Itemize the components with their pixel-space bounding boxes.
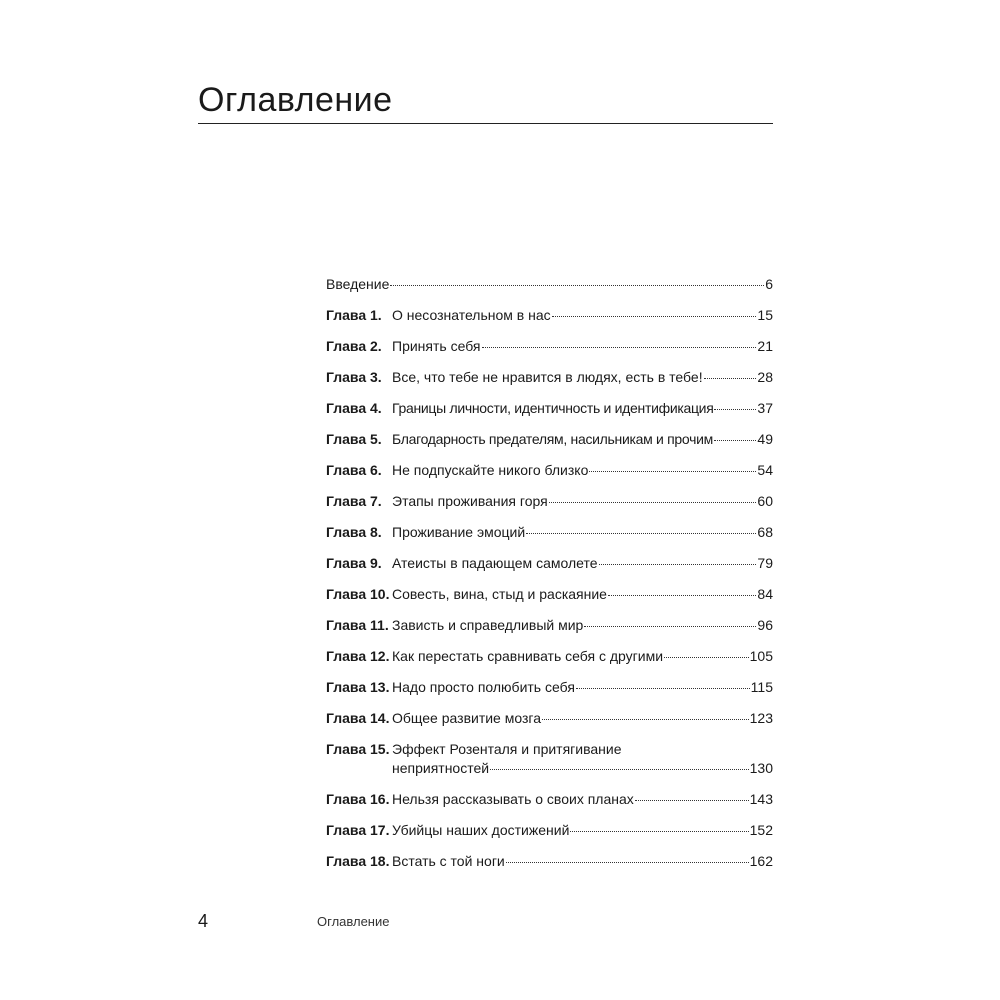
toc-entry-title: Введение xyxy=(326,276,390,292)
toc-page-number: 54 xyxy=(757,462,773,478)
dot-leader xyxy=(506,862,749,863)
toc-entry-chapter-6[interactable] xyxy=(326,458,773,489)
chapter-number: Глава 5. xyxy=(326,431,382,447)
dot-leader xyxy=(570,831,748,832)
toc-entry-title: Принять себя xyxy=(392,338,481,354)
dot-leader xyxy=(608,595,756,596)
toc-page-number: 123 xyxy=(749,710,773,726)
toc-page-number: 21 xyxy=(757,338,773,354)
toc-page-number: 115 xyxy=(750,679,773,695)
toc-entry-title: Убийцы наших достижений xyxy=(392,822,570,838)
toc-entry-title: Общее развитие мозга xyxy=(392,710,541,726)
toc-page-number: 130 xyxy=(749,760,773,776)
toc-entry-title: О несознательном в нас xyxy=(392,307,551,323)
dot-leader xyxy=(664,657,749,658)
toc-page-number: 68 xyxy=(757,524,773,540)
toc-entry-title: Все, что тебе не нравится в людях, есть в тебе! xyxy=(392,369,703,385)
chapter-number: Глава 3. xyxy=(326,369,382,385)
dot-leader xyxy=(549,502,757,503)
dot-leader xyxy=(584,626,756,627)
toc-entry-chapter-17[interactable] xyxy=(326,818,773,849)
toc-page-number: 28 xyxy=(757,369,773,385)
dot-leader xyxy=(482,347,757,348)
chapter-number: Глава 4. xyxy=(326,400,382,416)
toc-entry-title: Зависть и справедливый мир xyxy=(392,617,584,633)
toc-entry-title-line-1: Эффект Розенталя и притягивание xyxy=(392,741,622,757)
toc-entry-chapter-18[interactable] xyxy=(326,849,773,880)
toc-page-number: 15 xyxy=(757,307,773,323)
dot-leader xyxy=(714,409,756,410)
toc-entry-title: Надо просто полюбить себя xyxy=(392,679,575,695)
toc-entry-title: Границы личности, идентичность и идентификация xyxy=(392,400,714,416)
dot-leader xyxy=(490,769,749,770)
dot-leader xyxy=(589,471,756,472)
toc-entry-title: Благодарность предателям, насильникам и прочим xyxy=(392,431,713,447)
title-divider xyxy=(198,123,773,124)
toc-entry-chapter-14[interactable] xyxy=(326,706,773,737)
footer-page-number: 4 xyxy=(198,911,209,931)
toc-entry-title: Атеисты в падающем самолете xyxy=(392,555,598,571)
dot-leader xyxy=(552,316,757,317)
toc-page-number: 79 xyxy=(757,555,773,571)
toc-entry-chapter-4[interactable] xyxy=(326,396,773,427)
toc-entry-chapter-1[interactable] xyxy=(326,303,773,334)
dot-leader xyxy=(714,440,756,441)
toc-page-number: 49 xyxy=(757,431,773,447)
toc-page-number: 96 xyxy=(757,617,773,633)
toc-entry-chapter-11[interactable] xyxy=(326,613,773,644)
toc-entry-chapter-13[interactable] xyxy=(326,675,773,706)
toc-page-number: 6 xyxy=(765,276,773,292)
dot-leader xyxy=(390,285,764,286)
toc-entry-chapter-2[interactable] xyxy=(326,334,773,365)
chapter-number: Глава 1. xyxy=(326,307,382,323)
footer-section-title: Оглавление xyxy=(317,914,390,929)
toc-page-number: 84 xyxy=(757,586,773,602)
chapter-number: Глава 8. xyxy=(326,524,382,540)
toc-entry-chapter-7[interactable] xyxy=(326,489,773,520)
toc-entry-chapter-3[interactable] xyxy=(326,365,773,396)
chapter-number: Глава 17. xyxy=(326,822,390,838)
dot-leader xyxy=(576,688,750,689)
toc-entry-title-line-2: неприятностей xyxy=(392,760,490,776)
toc-entry-chapter-8[interactable] xyxy=(326,520,773,551)
toc-entry-chapter-16[interactable] xyxy=(326,787,773,818)
chapter-number: Глава 2. xyxy=(326,338,382,354)
toc-page-number: 162 xyxy=(749,853,773,869)
toc-page-number: 152 xyxy=(749,822,773,838)
toc-entry-title: Встать с той ноги xyxy=(392,853,505,869)
table-of-contents xyxy=(326,272,773,880)
toc-entry-chapter-15[interactable] xyxy=(326,737,773,787)
dot-leader xyxy=(542,719,749,720)
dot-leader xyxy=(599,564,757,565)
chapter-number: Глава 14. xyxy=(326,710,390,726)
chapter-number: Глава 13. xyxy=(326,679,390,695)
dot-leader xyxy=(526,533,756,534)
toc-entry-title: Нельзя рассказывать о своих планах xyxy=(392,791,634,807)
chapter-number: Глава 15. xyxy=(326,741,390,757)
toc-entry-title: Не подпускайте никого близко xyxy=(392,462,589,478)
toc-entry-chapter-10[interactable] xyxy=(326,582,773,613)
toc-entry-chapter-5[interactable] xyxy=(326,427,773,458)
toc-page-number: 60 xyxy=(757,493,773,509)
dot-leader xyxy=(635,800,749,801)
chapter-number: Глава 10. xyxy=(326,586,390,602)
toc-entry-chapter-9[interactable] xyxy=(326,551,773,582)
chapter-number: Глава 9. xyxy=(326,555,382,571)
chapter-number: Глава 16. xyxy=(326,791,390,807)
toc-entry-title: Как перестать сравнивать себя с другими xyxy=(392,648,664,664)
chapter-number: Глава 18. xyxy=(326,853,390,869)
toc-entry-intro[interactable] xyxy=(326,272,773,303)
toc-page-number: 143 xyxy=(749,791,773,807)
chapter-number: Глава 12. xyxy=(326,648,390,664)
toc-page-number: 105 xyxy=(749,648,773,664)
toc-entry-title: Этапы проживания горя xyxy=(392,493,548,509)
chapter-number: Глава 7. xyxy=(326,493,382,509)
toc-entry-title: Совесть, вина, стыд и раскаяние xyxy=(392,586,607,602)
chapter-number: Глава 11. xyxy=(326,617,389,633)
toc-entry-chapter-12[interactable] xyxy=(326,644,773,675)
toc-entry-title: Проживание эмоций xyxy=(392,524,526,540)
dot-leader xyxy=(704,378,757,379)
toc-page-number: 37 xyxy=(757,400,773,416)
chapter-number: Глава 6. xyxy=(326,462,382,478)
page-title: Оглавление xyxy=(198,81,393,119)
